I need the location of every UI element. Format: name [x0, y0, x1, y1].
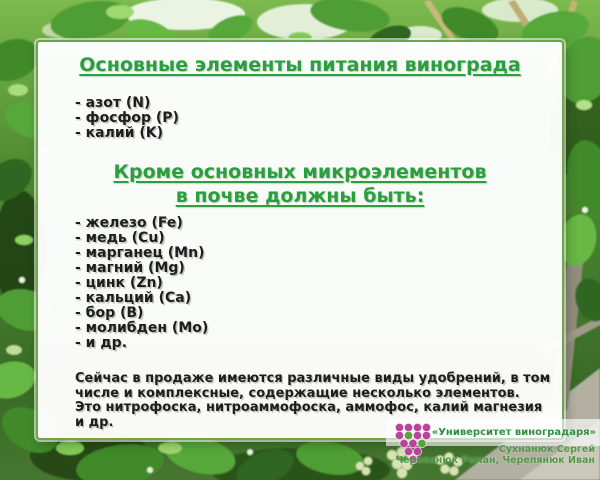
subtitle-line-2: в почве должны быть:: [175, 185, 425, 207]
list-item: - марганец (Mn): [75, 245, 205, 261]
macro-elements-list: [75, 96, 179, 141]
list-item: - и др.: [75, 335, 128, 351]
list-item: - калий (K): [75, 125, 164, 141]
credits-line: Сухнанюк Сергей: [498, 444, 595, 455]
university-logo-label: «Университет виноградаря»: [431, 427, 596, 438]
credits-line: Черепанюк Роман, Черепянюк Иван: [395, 455, 595, 466]
list-item: - медь (Cu): [75, 230, 165, 246]
subtitle-line-1: Кроме основных микроэлементов: [113, 161, 487, 183]
list-item: - цинк (Zn): [75, 275, 163, 291]
list-item: - кальций (Ca): [75, 290, 192, 306]
list-item: - фосфор (P): [75, 110, 179, 126]
list-item: - молибден (Mo): [75, 320, 209, 336]
paragraph-line: Сейчас в продаже имеются различные виды удобрений, в том: [75, 371, 551, 386]
page-title: Основные элементы питания винограда: [79, 54, 521, 76]
content-panel: [36, 40, 564, 440]
paragraph-line: Это нитрофоска, нитроаммофоска, аммофос, калий магнезия и др.: [75, 400, 543, 430]
list-item: - магний (Mg): [75, 260, 185, 276]
subtitle-heading: [38, 160, 562, 208]
micro-elements-list: [75, 216, 208, 351]
list-item: - азот (N): [75, 95, 151, 111]
paragraph-line: числе и комплексные, содержащие несколько элементов.: [75, 385, 520, 401]
credits: [345, 444, 595, 466]
list-item: - железо (Fe): [75, 215, 183, 231]
list-item: - бор (B): [75, 305, 144, 321]
